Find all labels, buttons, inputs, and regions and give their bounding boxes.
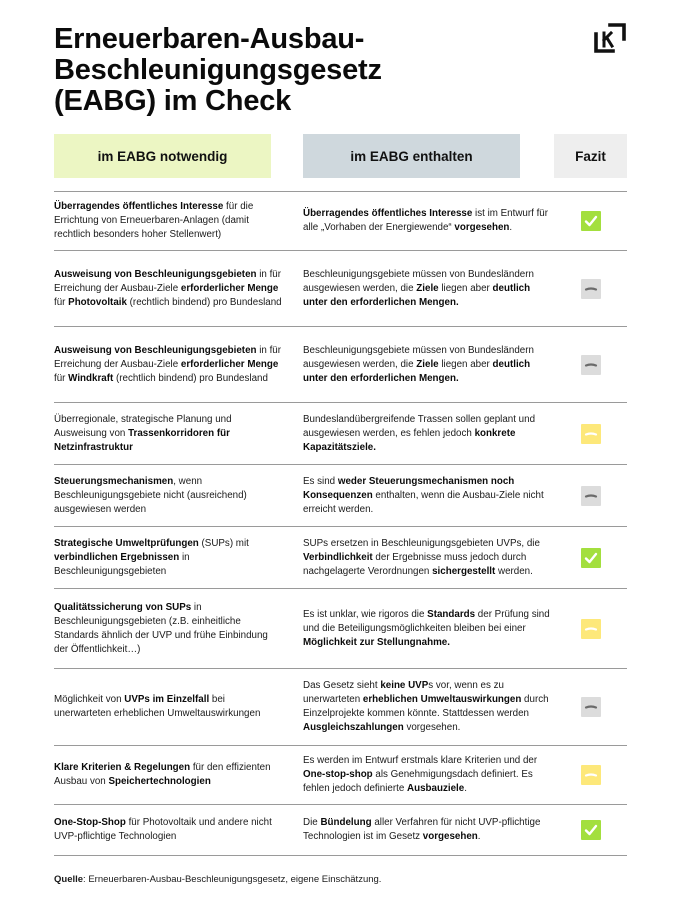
verdict-partial-icon [581, 765, 601, 785]
table-row [54, 589, 627, 669]
verdict-cell [574, 805, 608, 855]
header-needed: im EABG notwendig [54, 134, 271, 178]
included-cell: Es werden im Entwurf erstmals klare Kriterien und der One-stop-shop als Genehmigungsdach definiert. Es fehlen jedoch definierte Ausbauziele. [303, 755, 538, 794]
table-row [54, 251, 627, 327]
needed-cell: Überregionale, strategische Planung und Ausweisung von Trassenkorridoren für Netzinfrastruktur [54, 413, 232, 453]
verdict-yes-icon [581, 548, 601, 568]
included-cell: Die Bündelung aller Verfahren für nicht UVP-pflichtige Technologien ist im Gesetz vorgesehen. [303, 817, 541, 842]
verdict-cell [574, 327, 608, 402]
included-cell: Das Gesetz sieht keine UVPs vor, wenn es zu unerwarteten erheblichen Umweltauswirkungen durch Einzelprojekte kommen könnte. Stattdessen werden Ausgleichszahlungen vorgesehen. [303, 680, 549, 733]
needed-cell: Qualitätssicherung von SUPs in Beschleunigungsgebieten (z.B. einheitliche Standards ähnlich der UVP und frühe Einbindung der Öffentlichkeit…) [54, 601, 268, 655]
verdict-cell [574, 669, 608, 745]
table-row [54, 465, 627, 527]
verdict-yes-icon [581, 820, 601, 840]
table-row [54, 192, 627, 251]
needed-cell: Steuerungsmechanismen, wenn Beschleunigungsgebiete nicht (ausreichend) ausgewiesen werden [54, 475, 247, 515]
needed-cell: Ausweisung von Beschleunigungsgebieten in für Erreichung der Ausbau-Ziele erforderlicher Menge für Windkraft (rechtlich bindend) pro Bundesland [54, 344, 282, 384]
table-row [54, 746, 627, 805]
included-cell: SUPs ersetzen in Beschleunigungsgebieten UVPs, die Verbindlichkeit der Ergebnisse muss jedoch durch nachgelagerte Verordnungen sichergestellt werden. [303, 537, 540, 577]
needed-cell: Ausweisung von Beschleunigungsgebieten in für Erreichung der Ausbau-Ziele erforderlicher Menge für Photovoltaik (rechtlich bindend) pro Bundesland [54, 268, 282, 308]
brand-logo-icon [592, 20, 628, 56]
included-cell: Beschleunigungsgebiete müssen von Bundesländern ausgewiesen werden, die Ziele liegen aber deutlich unter den erforderlichen Mengen. [303, 268, 534, 308]
verdict-no-icon [581, 697, 601, 717]
table-row [54, 527, 627, 589]
verdict-yes-icon [581, 211, 601, 231]
page-title: Erneuerbaren-Ausbau- Beschleunigungsgesetz (EABG) im Check [54, 23, 382, 117]
verdict-no-icon [581, 279, 601, 299]
needed-cell: Strategische Umweltprüfungen (SUPs) mit verbindlichen Ergebnissen in Beschleunigungsgebieten [54, 537, 249, 577]
source-text: : Erneuerbaren-Ausbau-Beschleunigungsgesetz, eigene Einschätzung. [83, 874, 382, 885]
header-verdict: Fazit [554, 134, 627, 178]
verdict-cell [574, 403, 608, 464]
needed-cell: Überragendes öffentliches Interesse für die Errichtung von Erneuerbaren-Anlagen (damit rechtlich besonders hoher Stellenwert) [54, 201, 254, 240]
verdict-cell [574, 746, 608, 804]
comparison-table [54, 191, 627, 856]
verdict-cell [574, 465, 608, 526]
source-note [54, 874, 381, 885]
table-row [54, 805, 627, 856]
needed-cell: Klare Kriterien & Regelungen für den effizienten Ausbau von Speichertechnologien [54, 762, 271, 787]
table-row [54, 403, 627, 465]
needed-cell: One-Stop-Shop für Photovoltaik und andere nicht UVP-pflichtige Technologien [54, 817, 272, 842]
table-row [54, 669, 627, 746]
verdict-no-icon [581, 355, 601, 375]
source-label: Quelle [54, 874, 84, 885]
verdict-cell [574, 192, 608, 250]
verdict-partial-icon [581, 619, 601, 639]
verdict-no-icon [581, 486, 601, 506]
verdict-cell [574, 251, 608, 326]
header-included: im EABG enthalten [303, 134, 520, 178]
verdict-cell [574, 589, 608, 668]
table-row [54, 327, 627, 403]
included-cell: Beschleunigungsgebiete müssen von Bundesländern ausgewiesen werden, die Ziele liegen aber deutlich unter den erforderlichen Mengen. [303, 344, 534, 384]
included-cell: Überragendes öffentliches Interesse ist im Entwurf für alle „Vorhaben der Energiewende“ vorgesehen. [303, 208, 548, 233]
included-cell: Es ist unklar, wie rigoros die Standards der Prüfung sind und die Beteiligungsmöglichkeiten bleiben bei einer Möglichkeit zur Stellungnahme. [303, 608, 550, 648]
verdict-partial-icon [581, 424, 601, 444]
verdict-cell [574, 527, 608, 588]
needed-cell: Möglichkeit von UVPs im Einzelfall bei unerwarteten erheblichen Umweltauswirkungen [54, 694, 261, 719]
included-cell: Bundeslandübergreifende Trassen sollen geplant und ausgewiesen werden, es fehlen jedoch konkrete Kapazitätsziele. [303, 413, 536, 453]
included-cell: Es sind weder Steuerungsmechanismen noch Konsequenzen enthalten, wenn die Ausbau-Ziele nicht erreicht werden. [303, 475, 544, 515]
